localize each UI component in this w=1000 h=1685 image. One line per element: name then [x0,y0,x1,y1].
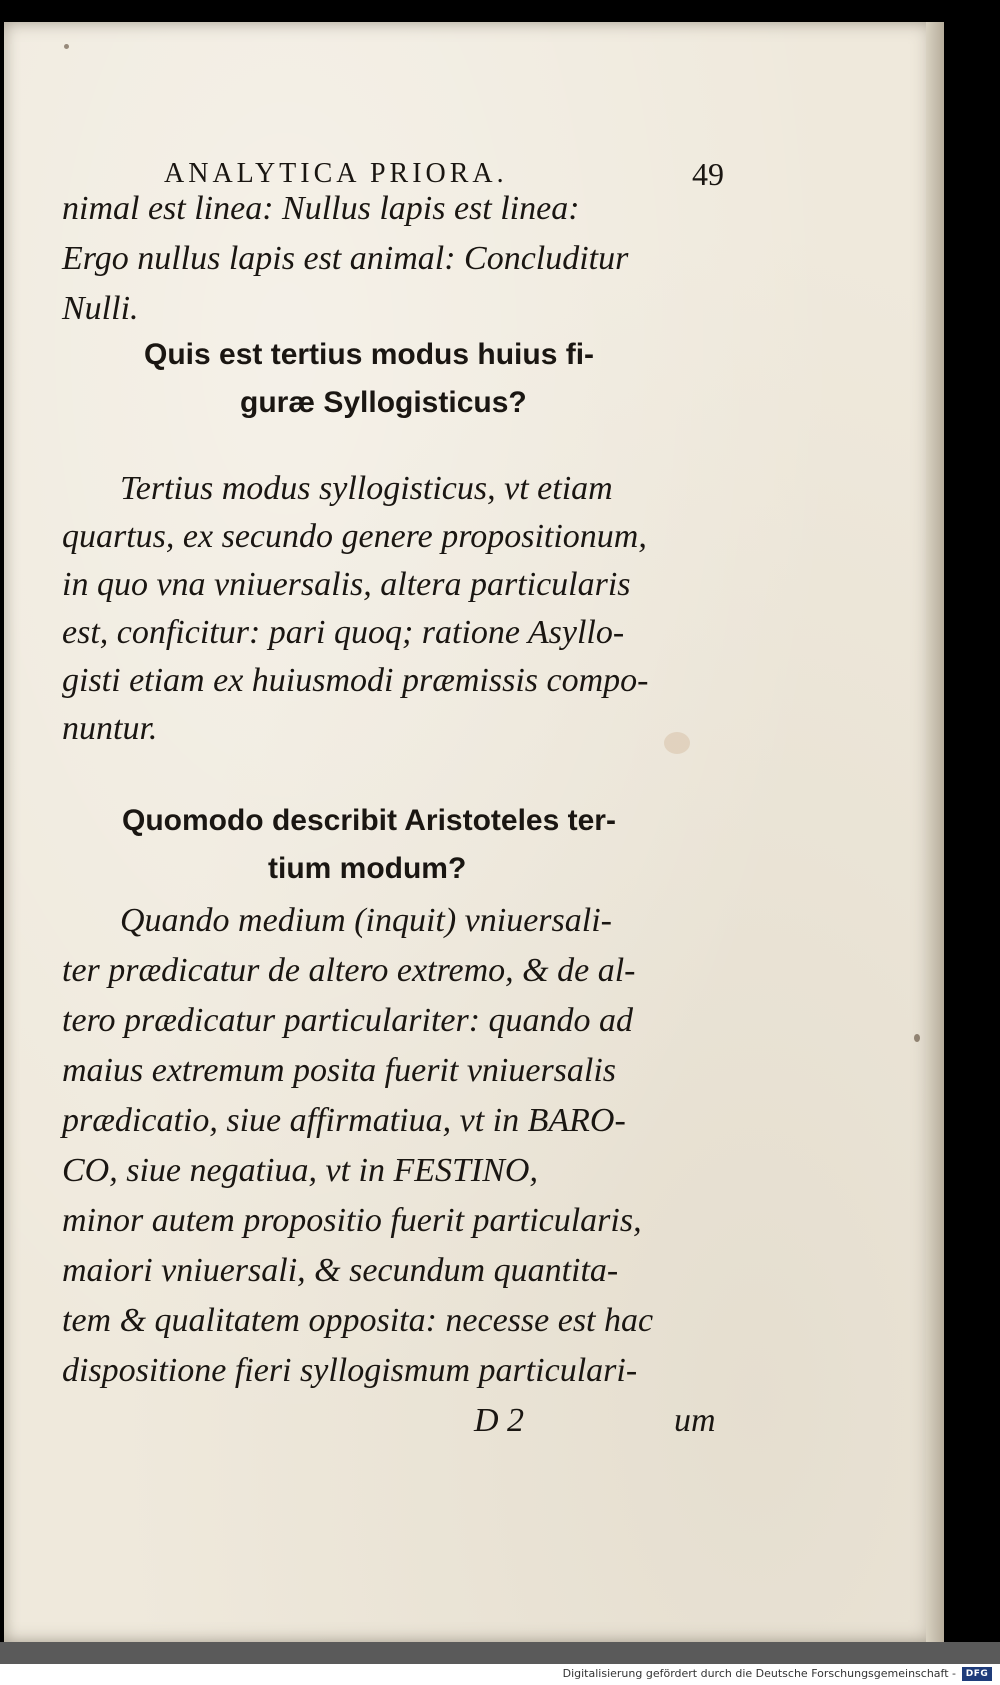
question-heading: guræ Syllogisticus? [240,386,527,419]
text-line: tero prædicatur particulariter: quando ad [62,1002,634,1039]
text-line: quartus, ex secundo genere propositionum, [62,518,647,555]
text-line: Ergo nullus lapis est animal: Concluditur [62,240,629,277]
paper-stain [664,732,690,754]
signature-mark: D 2 [474,1402,525,1439]
footer-bar [0,1664,1000,1685]
text-line: Tertius modus syllogisticus, vt etiam [120,470,613,507]
folio-number: 49 [692,156,724,192]
paper-speck [914,1034,920,1042]
paper-speck [64,44,69,49]
scan-bottom-strip [0,1642,1000,1664]
text-line: prædicatio, siue affirmatiua, vt in BARO- [62,1102,626,1139]
text-line: Quando medium (inquit) vniuersali- [120,902,612,939]
text-line: gisti etiam ex huiusmodi præmissis compo- [62,662,649,699]
text-line: nimal est linea: Nullus lapis est linea: [62,190,580,227]
text-line: maiori vniuersali, & secundum quantita- [62,1252,619,1289]
dfg-logo: DFG [962,1667,992,1681]
text-line: tem & qualitatem opposita: necesse est hac [62,1302,654,1339]
running-header [164,158,724,190]
text-line: maius extremum posita fuerit vniuersalis [62,1052,617,1089]
book-page [4,22,944,1642]
text-line: in quo vna vniuersalis, altera particularis [62,566,631,603]
text-line: ter prædicatur de altero extremo, & de al- [62,952,636,989]
footer-credit: Digitalisierung gefördert durch die Deutsche Forschungsgemeinschaft - [562,1667,956,1680]
question-heading: Quomodo describit Aristoteles ter- [122,804,616,837]
text-line: Nulli. [62,290,139,327]
text-line: minor autem propositio fuerit particularis, [62,1202,642,1239]
catchword: um [674,1402,716,1439]
running-title: ANALYTICA PRIORA. [164,158,508,189]
page-edge [926,22,944,1642]
question-heading: Quis est tertius modus huius fi- [144,338,595,371]
text-line: dispositione fieri syllogismum particulari- [62,1352,638,1389]
text-line: est, conficitur: pari quoq; ratione Asyllo- [62,614,625,651]
question-heading: tium modum? [268,852,467,885]
text-line: CO, siue negatiua, vt in FESTINO, [62,1152,538,1189]
text-line: nuntur. [62,710,158,747]
